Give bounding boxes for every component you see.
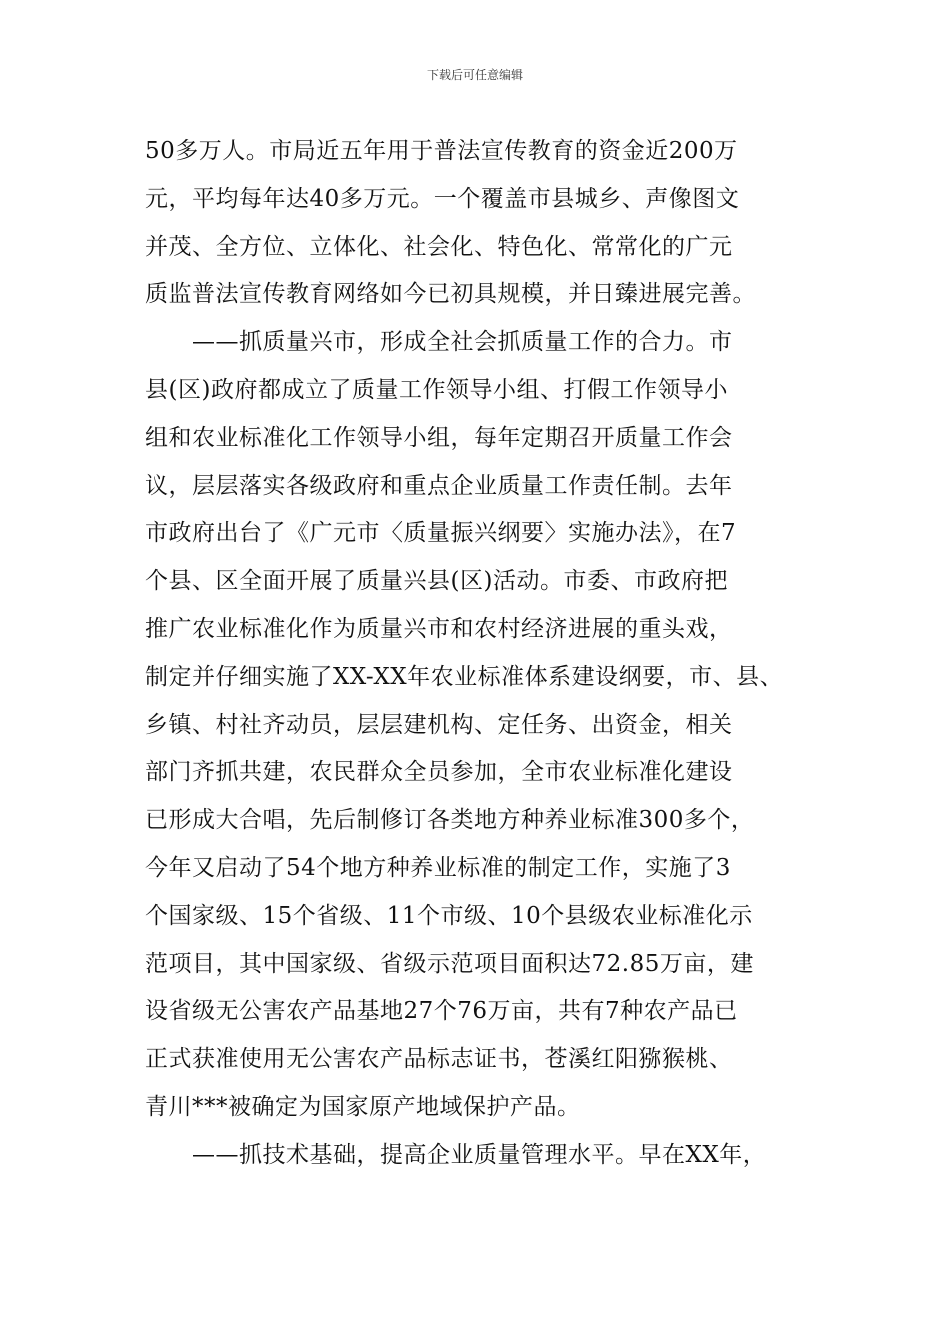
text-line: 市政府出台了《广元市〈质量振兴纲要〉实施办法》，在7	[145, 520, 737, 547]
text-line: 正式获准使用无公害农产品标志证书，苍溪红阳猕猴桃、	[145, 1046, 733, 1073]
text-line: 议，层层落实各级政府和重点企业质量工作责任制。去年	[145, 472, 733, 499]
text-line: 制定并仔细实施了XX-XX年农业标准体系建设纲要，市、县、	[145, 663, 784, 690]
text-line: 已形成大合唱，先后制修订各类地方种养业标准300多个，	[145, 807, 755, 834]
text-line: 50多万人。市局近五年用于普法宣传教育的资金近200万	[145, 138, 738, 164]
text-line: 元，平均每年达40多万元。一个覆盖市县城乡、声像图文	[145, 185, 740, 212]
text-line: 乡镇、村社齐动员，层层建机构、定任务、出资金，相关	[145, 711, 733, 738]
text-line: 青川***被确定为国家原产地域保护产品。	[145, 1093, 581, 1120]
paragraph-start-line: ——抓质量兴市，形成全社会抓质量工作的合力。市	[145, 329, 733, 356]
text-line: 部门齐抓共建，农民群众全员参加，全市农业标准化建设	[145, 759, 733, 786]
text-line: 县(区)政府都成立了质量工作领导小组、打假工作领导小	[145, 376, 728, 403]
text-line: 质监普法宣传教育网络如今已初具规模，并日臻进展完善。	[145, 281, 756, 308]
text-line: 推广农业标准化作为质量兴市和农村经济进展的重头戏，	[145, 615, 733, 642]
page-header-note: 下载后可任意编辑	[426, 68, 523, 82]
text-line: 组和农业标准化工作领导小组，每年定期召开质量工作会	[145, 424, 733, 451]
text-line: 个国家级、15个省级、11个市级、10个县级农业标准化示	[145, 902, 753, 929]
document-body	[145, 128, 845, 1180]
text-line: 范项目，其中国家级、省级示范项目面积达72.85万亩，建	[145, 950, 754, 977]
text-line: 设省级无公害农产品基地27个76万亩，共有7种农产品已	[145, 998, 738, 1025]
paragraph-start-line: ——抓技术基础，提高企业质量管理水平。早在XX年，	[145, 1141, 767, 1168]
text-line: 并茂、全方位、立体化、社会化、特色化、常常化的广元	[145, 233, 733, 260]
text-line: 个县、区全面开展了质量兴县(区)活动。市委、市政府把	[145, 568, 728, 595]
text-line: 今年又启动了54个地方种养业标准的制定工作，实施了3	[145, 854, 731, 881]
